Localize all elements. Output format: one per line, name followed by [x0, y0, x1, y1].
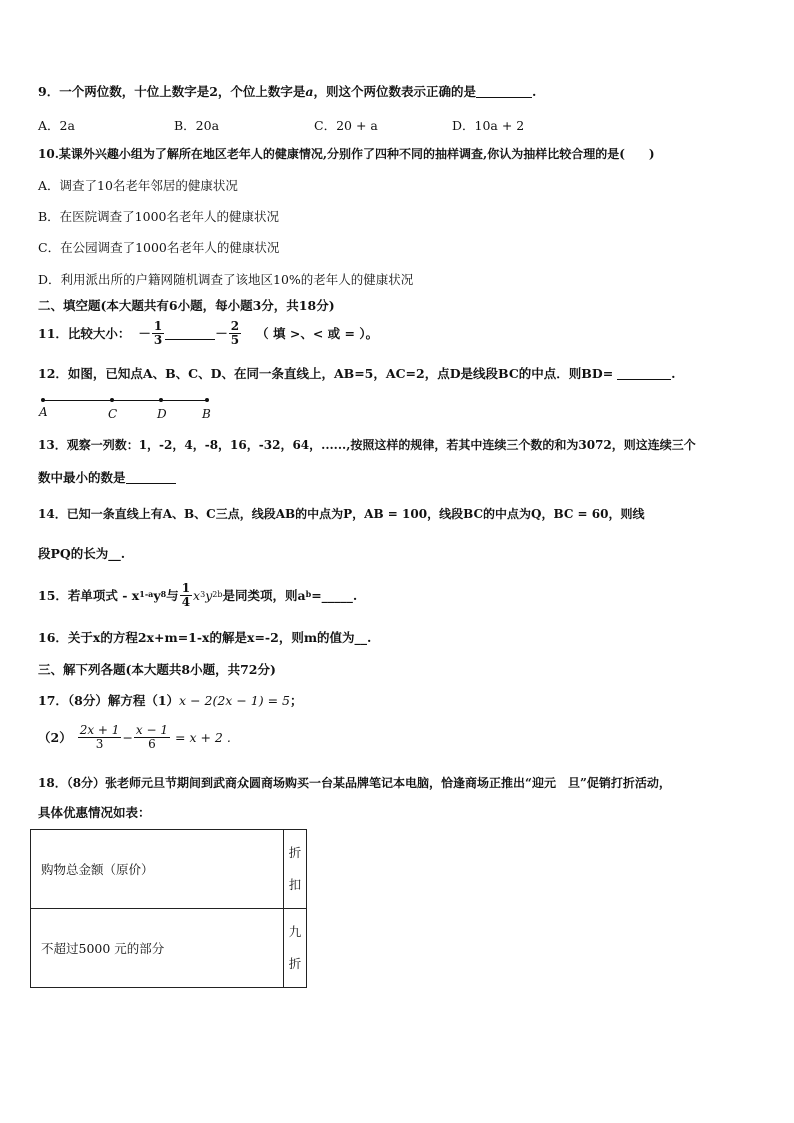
question-16: 16．关于x的方程2x+m=1-x的解是x=-2，则m的值为__. [38, 630, 372, 645]
table-cell: 购物总金额（原价） [31, 830, 284, 909]
table-cell: 不超过5000 元的部分 [31, 909, 284, 988]
question-18-line-1: 18．（8分）张老师元旦节期间到武商众圆商场购买一台某品牌笔记本电脑，恰逢商场正推出“迎元 旦”促销打折活动， [38, 776, 671, 790]
point-b-dot [205, 398, 209, 402]
point-c-label: C [108, 407, 118, 421]
q10-option-a: A．调查了10名老年邻居的健康状况 [38, 178, 238, 193]
table-row [31, 909, 307, 988]
question-12: 12．如图，已知点A、B、C、D、在同一条直线上，AB=5，AC=2，点D是线段BC的中点．则BD= . [38, 366, 676, 381]
segment-line [42, 400, 208, 401]
discount-table [30, 829, 307, 988]
point-a-dot [41, 398, 45, 402]
fraction-1-3: $\frac{1}{3}$ [153, 319, 163, 347]
question-9: 9．一个两位数，十位上数字是2，个位上数字是a，则这个两位数表示正确的是 . [38, 84, 537, 99]
fraction-2-5: $\frac{2}{5}$ [230, 319, 240, 347]
fraction-x-minus-1-over-6: $\frac{x - 1}{6}$ [135, 723, 169, 751]
answer-blank [617, 367, 671, 380]
q10-option-c: C．在公园调查了1000名老年人的健康状况 [38, 240, 280, 255]
fraction-1-4: $\frac{1}{4}$ [181, 581, 191, 609]
answer-blank [476, 85, 532, 98]
table-cell: 九 折 [284, 909, 307, 988]
q9-option-b: B．20a [174, 118, 220, 133]
question-15: 15．若单项式 - x 1-a y 8 与 $\frac{1}{4}$ x 3 y 2b 是同类项，则a b =_____. [38, 581, 358, 609]
question-13-line-2: 数中最小的数是 [38, 470, 176, 485]
q9-option-c: C．20 + a [314, 118, 378, 133]
line-segment-figure [38, 393, 218, 423]
question-10: 10.某课外兴趣小组为了解所在地区老年人的健康情况,分别作了四种不同的抽样调查,你认为抽样比较合理的是( ) [38, 147, 655, 161]
point-d-label: D [157, 407, 167, 421]
question-11: 11．比较大小： － $\frac{1}{3}$ － $\frac{2}{5}$ （ 填 >、< 或 = ）。 [38, 319, 379, 347]
table-row [31, 830, 307, 909]
q10-option-d: D．利用派出所的户籍网随机调查了该地区10%的老年人的健康状况 [38, 272, 414, 287]
q9-option-d: D．10a + 2 [452, 118, 525, 133]
answer-blank [165, 327, 215, 340]
point-d-dot [159, 398, 163, 402]
point-c-dot [110, 398, 114, 402]
section-2-heading: 二、填空题(本大题共有6小题，每小题3分，共18分) [38, 298, 335, 313]
fraction-2x-plus-1-over-3: $\frac{2x + 1}{3}$ [79, 723, 120, 751]
question-14-line-1: 14．已知一条直线上有A、B、C三点，线段AB的中点为P，AB = 100，线段BC的中点为Q，BC = 60，则线 [38, 507, 645, 521]
point-a-label: A [39, 405, 48, 419]
answer-blank [126, 471, 176, 484]
question-14-line-2: 段PQ的长为__. [38, 546, 126, 561]
point-b-label: B [202, 407, 211, 421]
question-17-part-2: （2） $\frac{2x + 1}{3}$ − $\frac{x - 1}{6}$ = x + 2 . [38, 723, 231, 751]
section-3-heading: 三、解下列各题(本大题共8小题，共72分) [38, 662, 276, 677]
question-18-line-2: 具体优惠情况如表： [38, 805, 151, 820]
question-17-part-1: 17．（8分）解方程（1）x − 2(2x − 1) = 5； [38, 693, 303, 708]
question-13-line-1: 13．观察一列数：1，-2，4，-8，16，-32，64，......,按照这样的规律，若其中连续三个数的和为3072，则这连续三个 [38, 438, 696, 452]
q10-option-b: B．在医院调查了1000名老年人的健康状况 [38, 209, 279, 224]
table-cell: 折 扣 [284, 830, 307, 909]
q9-option-a: A．2a [38, 118, 75, 133]
